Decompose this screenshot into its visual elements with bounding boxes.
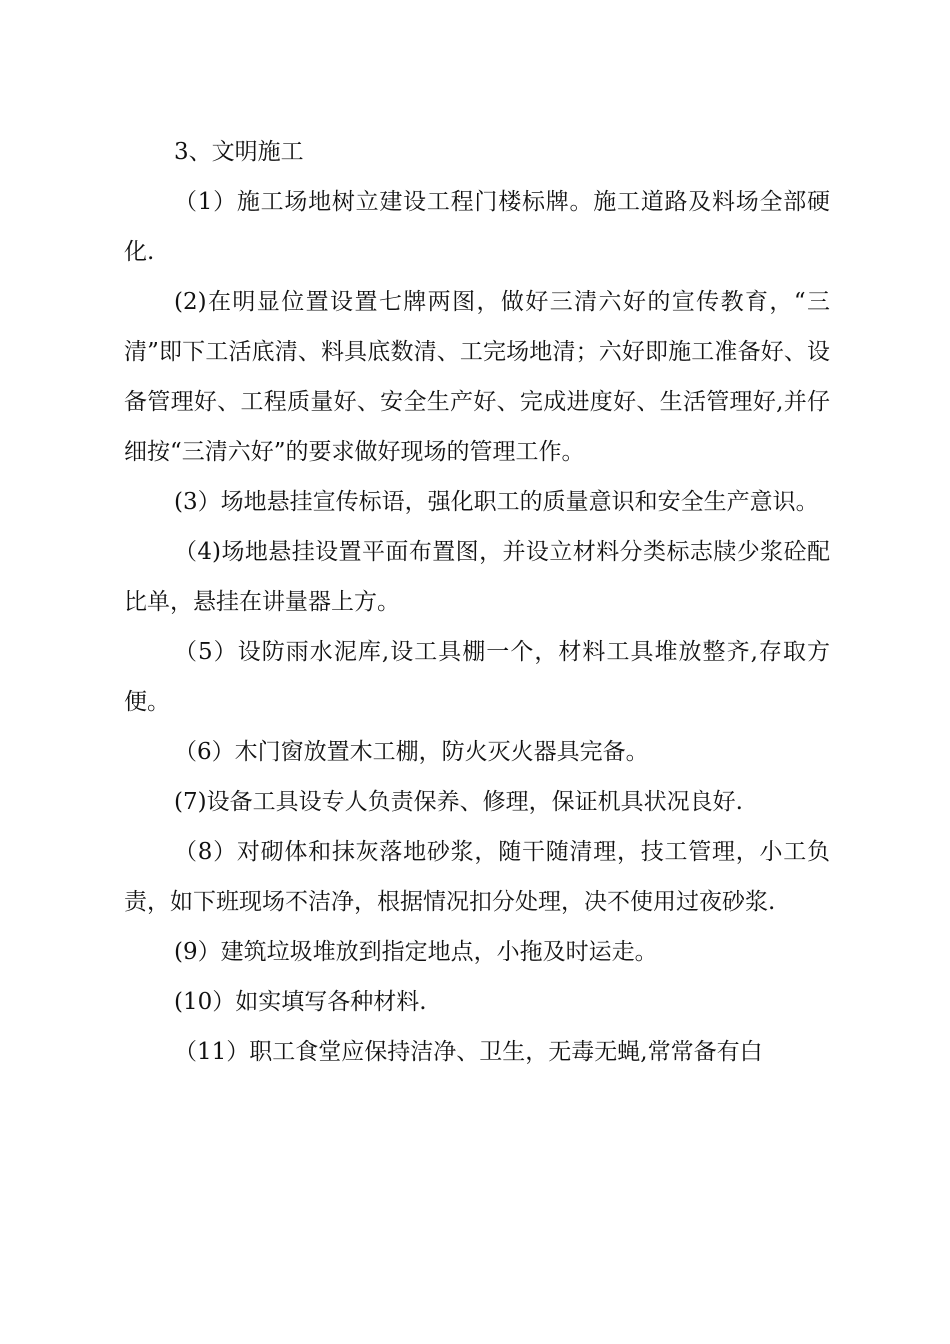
paragraph-7: (7)设备工具设专人负责保养、修理，保证机具状况良好. xyxy=(174,789,743,815)
paragraph-8: （8）对砌体和抹灰落地砂浆，随干随清理，技工管理，小工负责，如下班现场不洁净，根据情况扣分处理，决不使用过夜砂浆. xyxy=(124,839,830,915)
paragraph-5: （5）设防雨水泥库,设工具棚一个，材料工具堆放整齐,存取方便。 xyxy=(124,639,830,715)
paragraph-3: (3）场地悬挂宣传标语，强化职工的质量意识和安全生产意识。 xyxy=(174,489,819,515)
paragraph-10: (10）如实填写各种材料. xyxy=(174,989,427,1015)
paragraph-9: (9）建筑垃圾堆放到指定地点，小拖及时运走。 xyxy=(174,939,658,965)
paragraph-4: （4)场地悬挂设置平面布置图，并设立材料分类标志牍少浆砼配比单，悬挂在讲量器上方。 xyxy=(124,539,830,615)
paragraph-6: （6）木门窗放置木工棚，防火灭火器具完备。 xyxy=(174,739,649,765)
paragraph-1: （1）施工场地树立建设工程门楼标牌。施工道路及料场全部硬化. xyxy=(124,189,830,265)
section-heading: 3、文明施工 xyxy=(174,139,304,165)
document-body xyxy=(124,127,830,1077)
paragraph-11: （11）职工食堂应保持洁净、卫生，无毒无蝇,常常备有白 xyxy=(174,1039,763,1065)
paragraph-2: (2)在明显位置设置七牌两图，做好三清六好的宣传教育，“三清”即下工活底清、料具底数清、工完场地清；六好即施工准备好、设备管理好、工程质量好、安全生产好、完成进度好、生活管理好,并仔细按“三清六好”的要求做好现场的管理工作。 xyxy=(124,289,830,465)
